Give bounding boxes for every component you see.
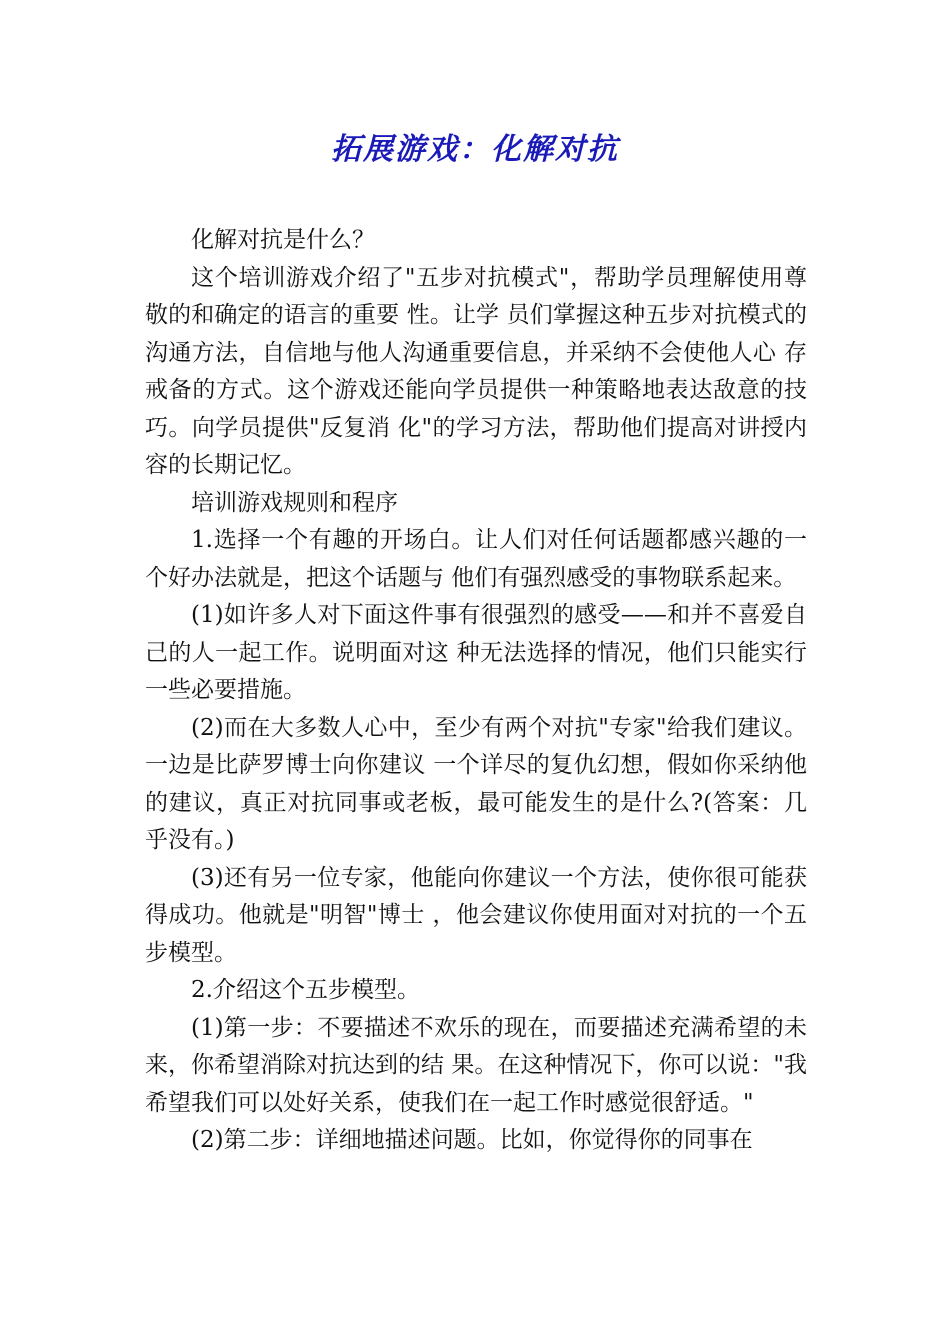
paragraph-step-2-2: (2)第二步：详细地描述问题。比如，你觉得你的同事在: [191, 1127, 753, 1153]
paragraph-question: 化解对抗是什么？: [191, 227, 375, 253]
paragraph-step-2-1: (1)第一步：不要描述不欢乐的现在，而要描述充满希望的未来，你希望消除对抗达到的结 果。在这种情况下，你可以说："我希望我们可以处好关系，使我们在一起工作时感觉很舒适。": [145, 1014, 807, 1116]
paragraph-step-1-2: (2)而在大多数人心中，至少有两个对抗"专家"给我们建议。一边是比萨罗博士向你建议 一个详尽的复仇幻想，假如你采纳他的建议，真正对抗同事或老板，最可能发生的是什么?(答案：几乎没有。): [145, 714, 807, 853]
document-title: 拓展游戏：化解对抗: [331, 132, 619, 167]
document-body: [145, 222, 807, 1160]
paragraph-step-1-1: (1)如许多人对下面这件事有很强烈的感受——和并不喜爱自己的人一起工作。说明面对这 种无法选择的情况，他们只能实行一些必要措施。: [145, 602, 807, 703]
paragraph-intro: 这个培训游戏介绍了"五步对抗模式"，帮助学员理解使用尊敬的和确定的语言的重要 性。让学 员们掌握这种五步对抗模式的沟通方法，自信地与他人沟通重要信息，并采纳不会使他人心 存戒备的方式。这个游戏还能向学员提供一种策略地表达敌意的技巧。向学员提供"反复消 化"的学习方法，帮助他们提高对讲授内容的长期记忆。: [145, 264, 807, 478]
paragraph-step-1-3: (3)还有另一位专家，他能向你建议一个方法，使你很可能获得成功。他就是"明智"博士 ，他会建议你使用面对对抗的一个五步模型。: [145, 864, 807, 966]
paragraph-rules-heading: 培训游戏规则和程序: [191, 489, 398, 516]
paragraph-step-1: 1.选择一个有趣的开场白。让人们对任何话题都感兴趣的一个好办法就是，把这个话题与 他们有强烈感受的事物联系起来。: [145, 527, 807, 591]
paragraph-step-2: 2.介绍这个五步模型。: [191, 977, 420, 1003]
